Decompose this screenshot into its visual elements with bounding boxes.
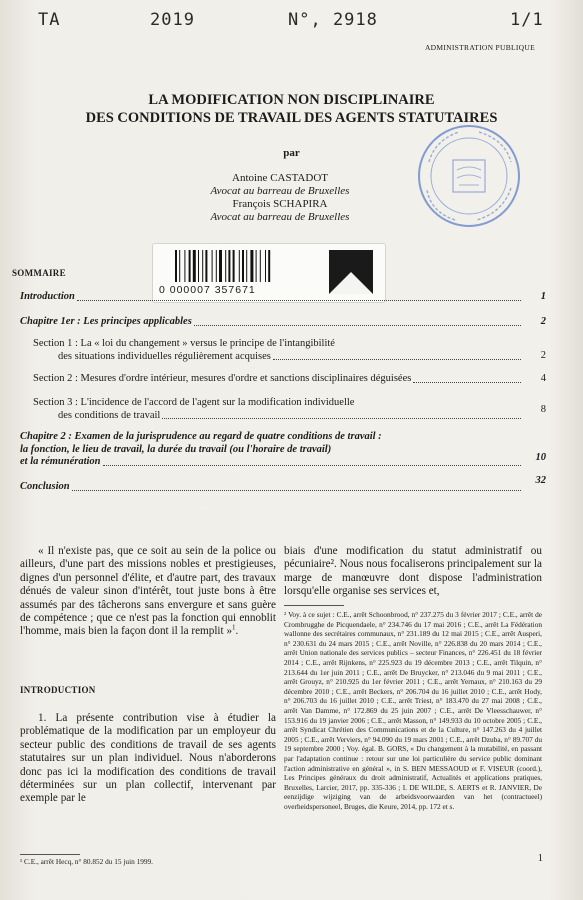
toc-entry (20, 316, 546, 329)
toc-page-number: 32 (535, 475, 546, 486)
handwritten-code: TA (38, 10, 61, 30)
toc-entry (33, 373, 546, 386)
summary-heading: SOMMAIRE (12, 268, 66, 278)
toc-page-number: 2 (540, 350, 546, 361)
toc-page-number: 4 (540, 373, 546, 384)
library-stamp-icon (415, 122, 523, 230)
by-label: par (283, 147, 300, 159)
footnote-2: ² Voy. à ce sujet : C.E., arrêt Schoonbrood, n° 237.275 du 3 février 2017 ; C.E., arrêt de Crombrugghe de Picquendaele, n° 234.746 du 17 mai 2016 ; C.E., arrêt La Fédération wallonne des secrétaires communaux, n° 231.189 du 12 mai 2015 ; C.E., arrêt Ausperi, n° 230.631 du 24 mars 2015 ; C.E., arrêt Noville, n° 226.838 du 20 mars 2014 ; C.E., arrêt Union nationale des services publics – secteur Finances, n° 226.451 du 18 février 2014 ; C.E., arrêt Rijnkens, n° 225.923 du 19 décembre 2013 ; C.E., arrêt Tilquin, n° 213.644 du 1er juin 2011 ; C.E., arrêt De Bruycker, n° 213.046 du 9 mai 2011 ; C.E., arrêt Grouyz, n° 210.925 du 1er février 2011 ; C.E., arrêt Yernaux, n° 210.163 du 29 décembre 2010 ; C.E., arrêt Beckers, n° 206.704 du 16 juillet 2010 ; C.E., arrêt Hody, n° 206.703 du 16 juillet 2010 ; C.E., arrêt Triest, n° 183.470 du 27 mai 2008 ; C.E., arrêt Van Damme, n° 172.869 du 25 juin 2007 ; C.E., arrêt De Vleesschauwer, n° 153.916 du 19 janvier 2006 ; C.E., arrêt Masson, n° 149.933 du 10 octobre 2005 ; C.E., arrêt Syndicat Chrétien des Communications et de la Culture, n° 147.263 du 4 juillet 2005 ; C.E., arrêt Verviers, n° 94.090 du 19 mars 2001 ; C.E., arrêt Dzuba, n° 89.707 du 19 septembre 2000 ; Voy. égal. B. GORS, « Du changement à la mutabilité, en passant par l'adaptation continue : retour sur une loi particulière du service public dominant l'action administrative en général », in S. BEN MESSAOUD et F. VISEUR (coord.), Les Principes généraux du droit administratif, Actualités et applications pratiques, Bruxelles, Larcier, 2017, pp. 335-336 ; I. DE WILDE, S. AERTS et R. JANVIER, De eenzijdige wijziging van de arbeidsvoorwaarden van het (contractueel) overheidspersoneel, Bruges, die Keure, 2014, pp. 172 et s. (284, 610, 542, 811)
barcode-number: 0 000007 357671 (159, 284, 256, 296)
intro-paragraph (20, 712, 276, 806)
page-number: 1 (537, 853, 543, 864)
author-name: Antoine CASTADOT (232, 172, 328, 184)
toc-page-number: 8 (540, 404, 546, 415)
toc-entry-title: Chapitre 1er : Les principes applicables (20, 316, 192, 327)
quote-text: « Il n'existe pas, que ce soit au sein de la police ou ailleurs, d'une part des missions nobles et prestigieuses, dignes d'un personnel d'élite, et d'autre part, des travaux dénués de valeur sinon d'intérêt, tout juste bons à être assumés par des tâcherons sans envergure et sans guère de compétence ; que ce n'est pas la fonction qui ennoblit l'homme, mais bien la façon dont il la remplit » (20, 545, 276, 638)
handwritten-number: N°, 2918 (288, 10, 378, 30)
toc-entry-title: Section 1 : La « loi du changement » versus le principe de l'intangibilité (33, 338, 335, 349)
toc-entry-title: et la rémunération (20, 456, 101, 467)
title-line: LA MODIFICATION NON DISCIPLINAIRE (148, 92, 435, 108)
toc-entry (33, 338, 546, 363)
epigraph-quote: « Il n'existe pas, que ce soit au sein de la police ou ailleurs, d'une part des missions nobles et prestigieuses, dignes d'un personnel d'élite, et d'autre part, des travaux dénués de valeur sinon d'intérêt, tout juste bons à être assumés par des tâcherons sans envergure et sans guère de compétence ; que ce n'est pas la fonction qui ennoblit l'homme, mais bien la façon dont il la remplit »$^1$. (20, 545, 276, 638)
footnote-divider (284, 605, 344, 606)
toc-entry-title: Introduction (20, 291, 75, 302)
introduction-heading: INTRODUCTION (20, 685, 96, 695)
toc-entry-title: Section 2 : Mesures d'ordre intérieur, mesures d'ordre et sanctions disciplinaires déguisées (33, 373, 412, 384)
toc-page-number: 10 (535, 452, 546, 463)
toc-entry-title: Section 3 : L'incidence de l'accord de l'agent sur la modification individuelle (33, 397, 355, 408)
toc-entry-title: Chapitre 2 : Examen de la jurisprudence au regard de quatre conditions de travail : (20, 431, 382, 442)
handwritten-pages: 1/1 (510, 10, 544, 30)
author-role: Avocat au barreau de Bruxelles (210, 185, 350, 197)
toc-entry-title: des situations individuelles régulièrement acquises (58, 350, 271, 362)
author-name: François SCHAPIRA (232, 198, 328, 210)
toc-entry (20, 291, 546, 304)
toc-entry (33, 397, 546, 422)
author-block (150, 172, 410, 224)
toc-entry-title: Conclusion (20, 481, 70, 492)
handwritten-year: 2019 (150, 10, 195, 30)
toc-entry-title: la fonction, le lieu de travail, la durée du travail (ou l'horaire de travail) (20, 443, 332, 455)
body-text: biais d'une modification du statut administratif ou pécuniaire². Nous nous focaliserons principalement sur la marge de manœuvre dont dispose l'administration lorsqu'elle organise ses services et, (284, 545, 542, 598)
section-label: ADMINISTRATION PUBLIQUE (424, 43, 535, 52)
footnote-ref: 1 (232, 623, 236, 632)
toc-page-number: 1 (540, 291, 546, 302)
intro-text: 1. La présente contribution vise à étudier la problématique de la modification par un employeur du secteur public des conditions de travail de ses agents statutaires sur un plan individuel. Nous n'aborderons donc pas ici la modification des conditions de travail déterminées sur un plan collectif, intervenant par exemple par le (20, 712, 276, 805)
toc-entry-title: des conditions de travail (58, 409, 161, 421)
toc-entry (20, 431, 546, 469)
footnote-1: ¹ C.E., arrêt Hecq, n° 80.852 du 15 juin 1999. (20, 857, 153, 866)
footnote-divider (20, 854, 80, 855)
right-paragraph (284, 545, 542, 599)
author-role: Avocat au barreau de Bruxelles (210, 211, 350, 223)
toc-page-number: 2 (540, 316, 546, 327)
toc-entry (20, 475, 546, 494)
title-line: DES CONDITIONS DE TRAVAIL DES AGENTS STATUTAIRES (85, 110, 498, 126)
